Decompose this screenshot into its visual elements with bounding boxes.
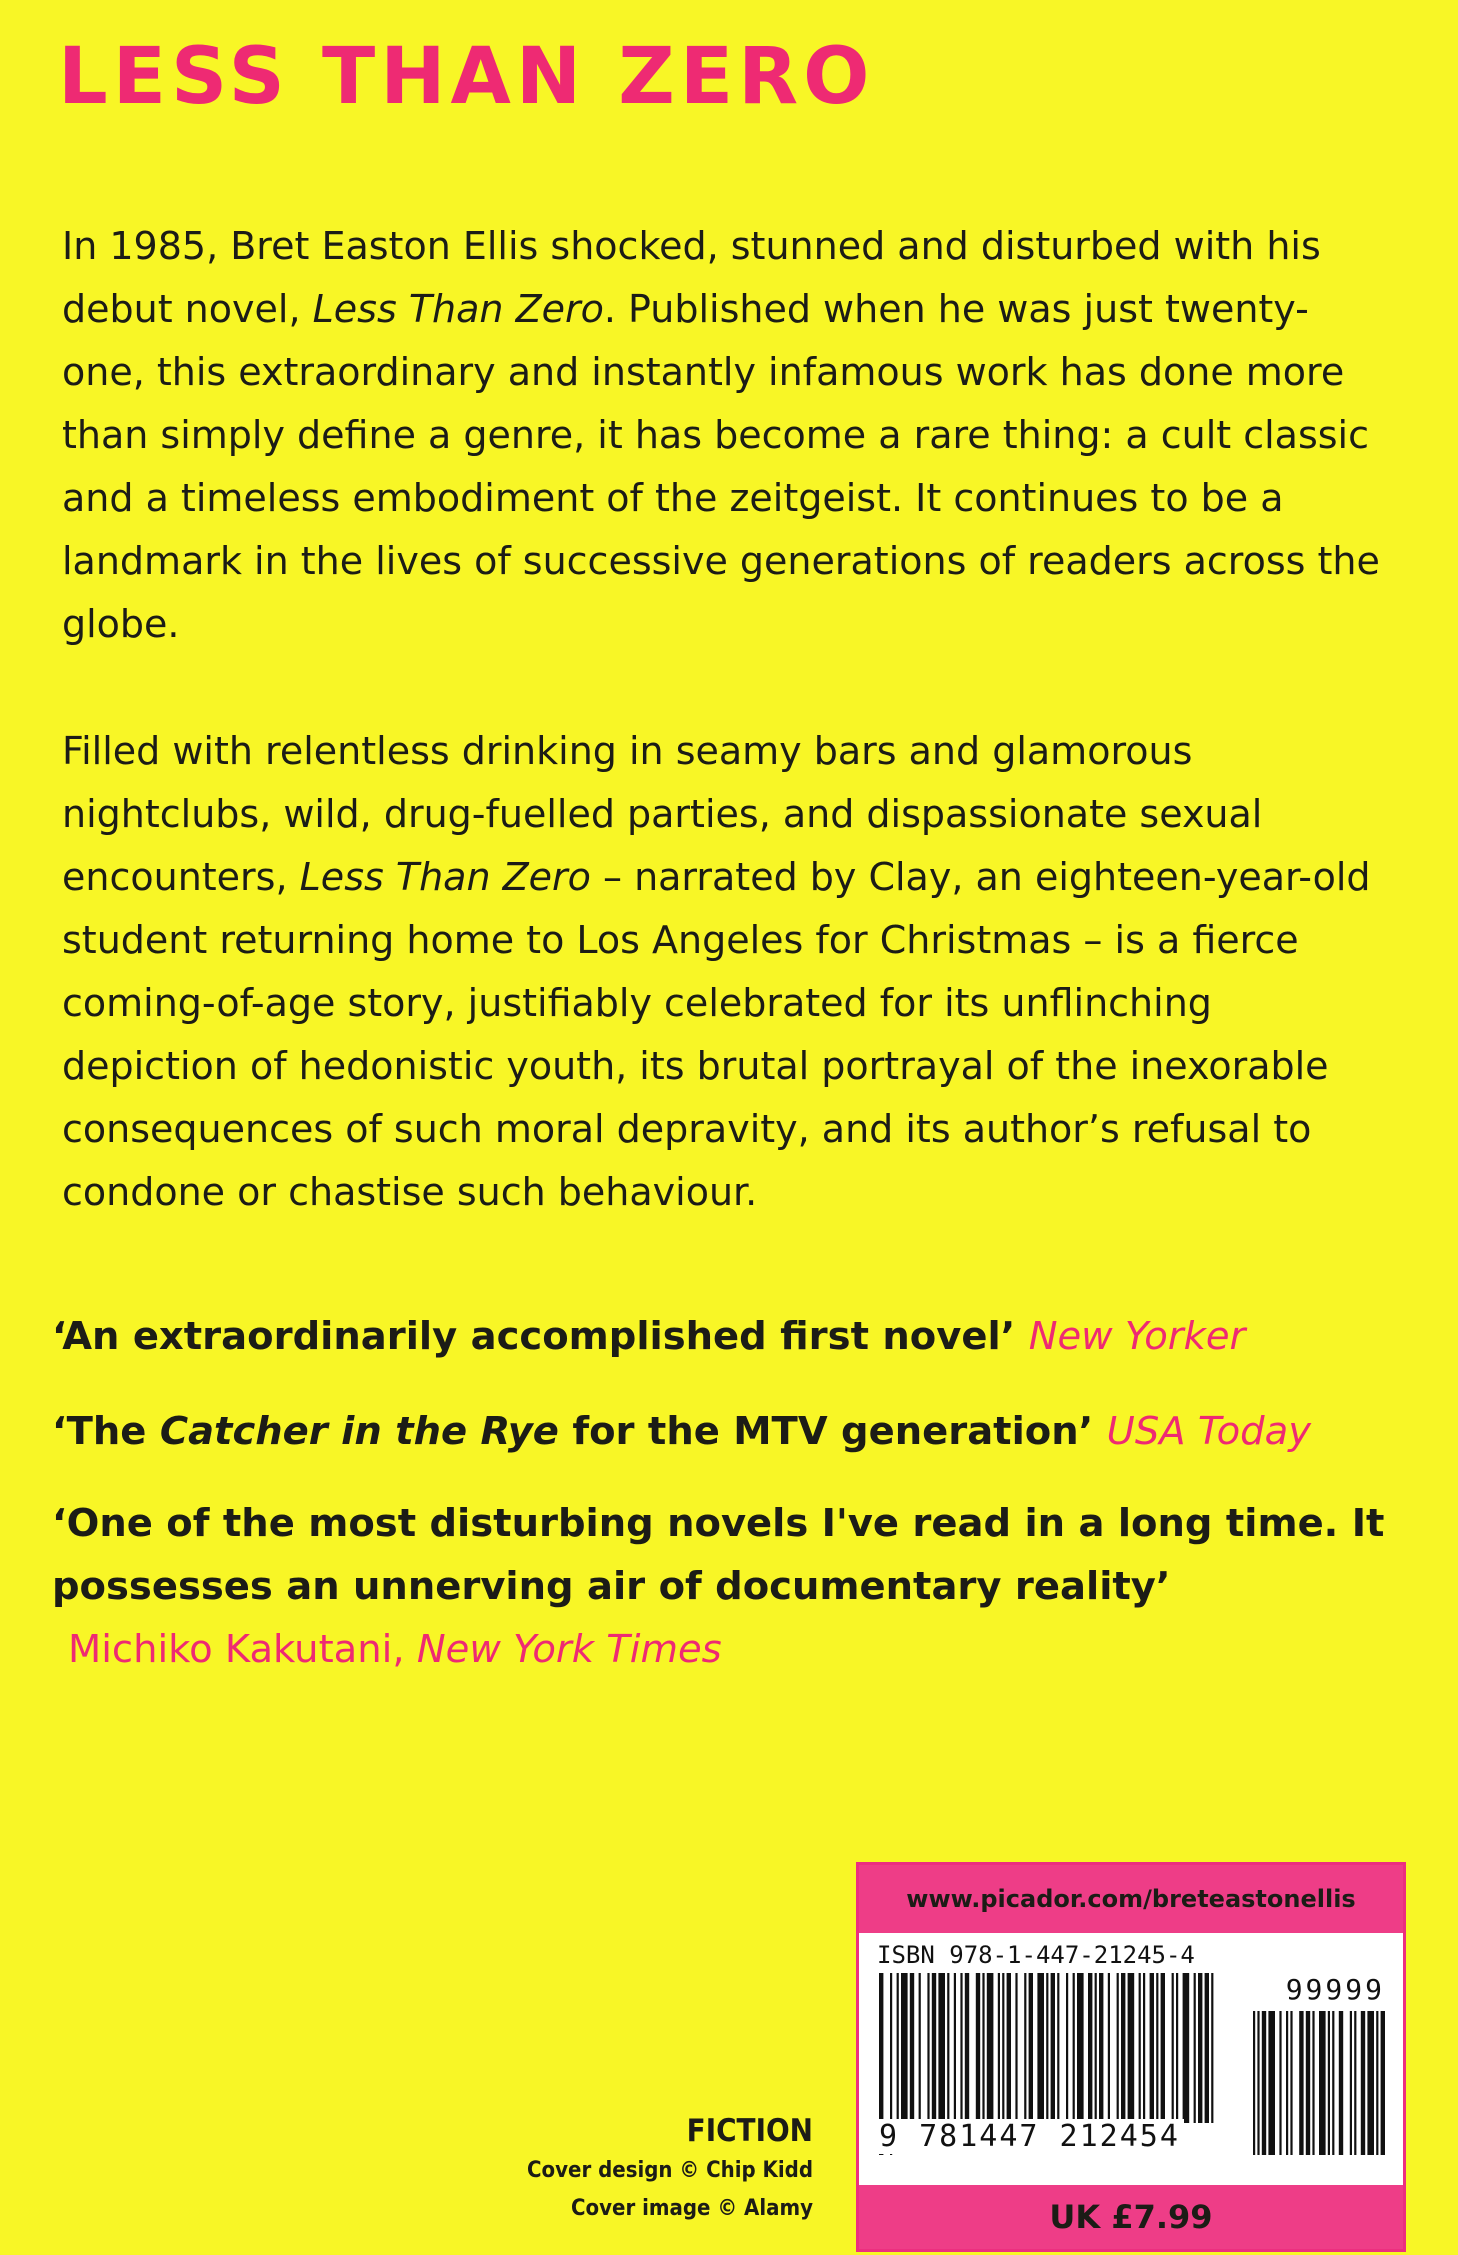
genre-label: FICTION — [686, 2113, 813, 2149]
quote-text: ‘The — [52, 1409, 160, 1454]
review-quote-1 — [52, 1305, 1392, 1368]
quote-source: USA Today — [1106, 1409, 1311, 1454]
isbn-number: ISBN 978-1-447-21245-4 — [877, 1941, 1195, 1969]
quote-source-name: Michiko Kakutani, — [68, 1627, 417, 1672]
cover-image-credit: Cover image © Alamy — [571, 2196, 813, 2221]
quote-text: ‘One of the most disturbing novels I've read in a long time. It possesses an unnerving air of documentary reality’ — [52, 1501, 1385, 1609]
publisher-url: www.picador.com/breteastonellis — [859, 1865, 1403, 1933]
review-quote-2 — [52, 1400, 1392, 1463]
barcode-panel — [856, 1862, 1406, 2252]
book-title: LESS THAN ZERO — [58, 32, 875, 122]
blurb-paragraph-2 — [62, 720, 1382, 1224]
blurb-text: – narrated by Clay, an eighteen-year-old student returning home to Los Angeles for Christmas – is a fierce coming-of-age story, justifiably celebrated for its unflinching depiction of hedonistic youth, its brutal portrayal of the inexorable consequences of such moral depravity, and its author’s refusal to condone or chastise such behaviour. — [62, 855, 1371, 1214]
quote-source-publication: New York Times — [416, 1627, 722, 1672]
price-label: UK £7.99 — [859, 2185, 1403, 2249]
quote-text: ‘An extraordinarily accomplished first novel’ — [52, 1314, 1016, 1359]
blurb-text: Filled with relentless drinking in seamy bars and glamorous nightclubs, wild, drug-fuelled parties, and dispassionate sexual encounters, — [62, 729, 1263, 899]
quote-text: for the MTV generation’ — [558, 1409, 1094, 1454]
blurb-paragraph-1 — [62, 215, 1382, 656]
quote-italic-title: Catcher in the Rye — [159, 1409, 559, 1454]
blurb-text: . Published when he was just twenty-one, this extraordinary and instantly infamous work has done more than simply define a genre, it has become a rare thing: a cult classic and a timeless embodiment of the zeitgeist. It continues to be a landmark in the lives of successive generations of readers across the globe. — [62, 287, 1380, 646]
quote-source: New Yorker — [1028, 1314, 1246, 1359]
review-quote-3 — [52, 1492, 1392, 1681]
barcode-addon-digits: 99999 — [1282, 1973, 1389, 2006]
cover-credits — [527, 2110, 813, 2228]
blurb-text: In 1985, Bret Easton Ellis shocked, stunned and disturbed with his debut novel, — [62, 224, 1321, 331]
quote-attribution — [52, 1618, 1392, 1681]
book-title-italic: Less Than Zero — [299, 855, 591, 899]
cover-design-credit: Cover design © Chip Kidd — [527, 2158, 813, 2183]
barcode-digits: 9 781447 212454 — [875, 2119, 1184, 2154]
book-title-italic: Less Than Zero — [312, 287, 604, 331]
